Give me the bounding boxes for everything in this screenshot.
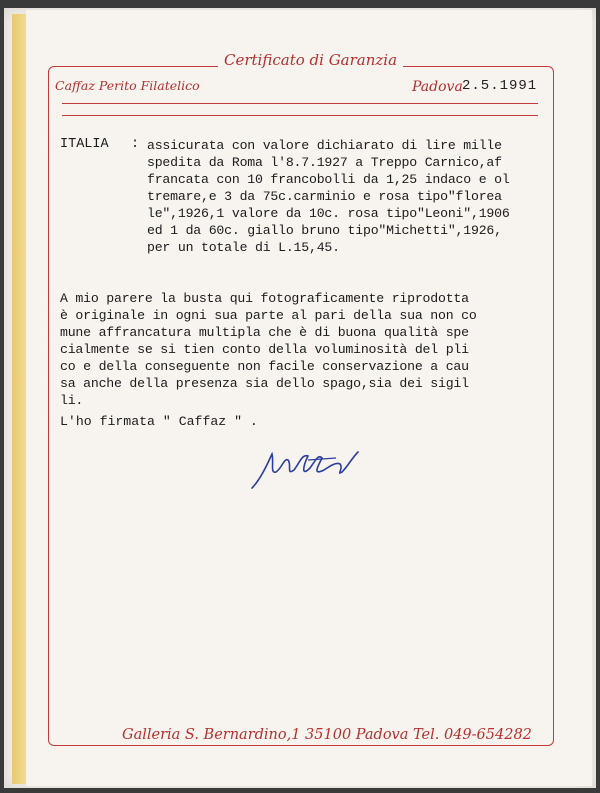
description-text: assicurata con valore dichiarato di lire mille spedita da Roma l'8.7.1927 a Treppo Carnico,af francata con 10 francobolli da 1,25 indaco e ol tremare,e 3 da 75c.carminio e rosa tipo"florea le",1926,1 valore da 10c. rosa tipo"Leoni",1906 ed 1 da 60c. giallo bruno tipo"Michetti",1926, per un totale di L.15,45. [147, 138, 510, 255]
place: Padova [412, 79, 463, 95]
signed-line: L'ho firmata " Caffaz " . [60, 414, 258, 429]
signature [248, 448, 368, 493]
title-rule-left [170, 66, 218, 67]
header-rule [62, 103, 538, 104]
opinion-text: A mio parere la busta qui fotograficamente riprodotta è originale in ogni sua parte al pari della sua non co mune affrancatura multipla che è di buona qualità spe cialmente se si tien conto della voluminosità del pli co e della conseguente non facile conservazione a cau sa anche della presenza sia dello spago,sia dei sigil li. [60, 291, 477, 408]
country-label: ITALIA [60, 137, 109, 152]
certificate-title: Certificato di Garanzia [218, 51, 403, 69]
date: 2.5.1991 [462, 78, 538, 94]
header-rule-2 [62, 115, 538, 116]
country-colon: : [131, 137, 140, 152]
footer-address: Galleria S. Bernardino,1 35100 Padova Tel. 049-654282 [118, 727, 536, 743]
sender-name: Caffaz Perito Filatelico [55, 78, 200, 93]
